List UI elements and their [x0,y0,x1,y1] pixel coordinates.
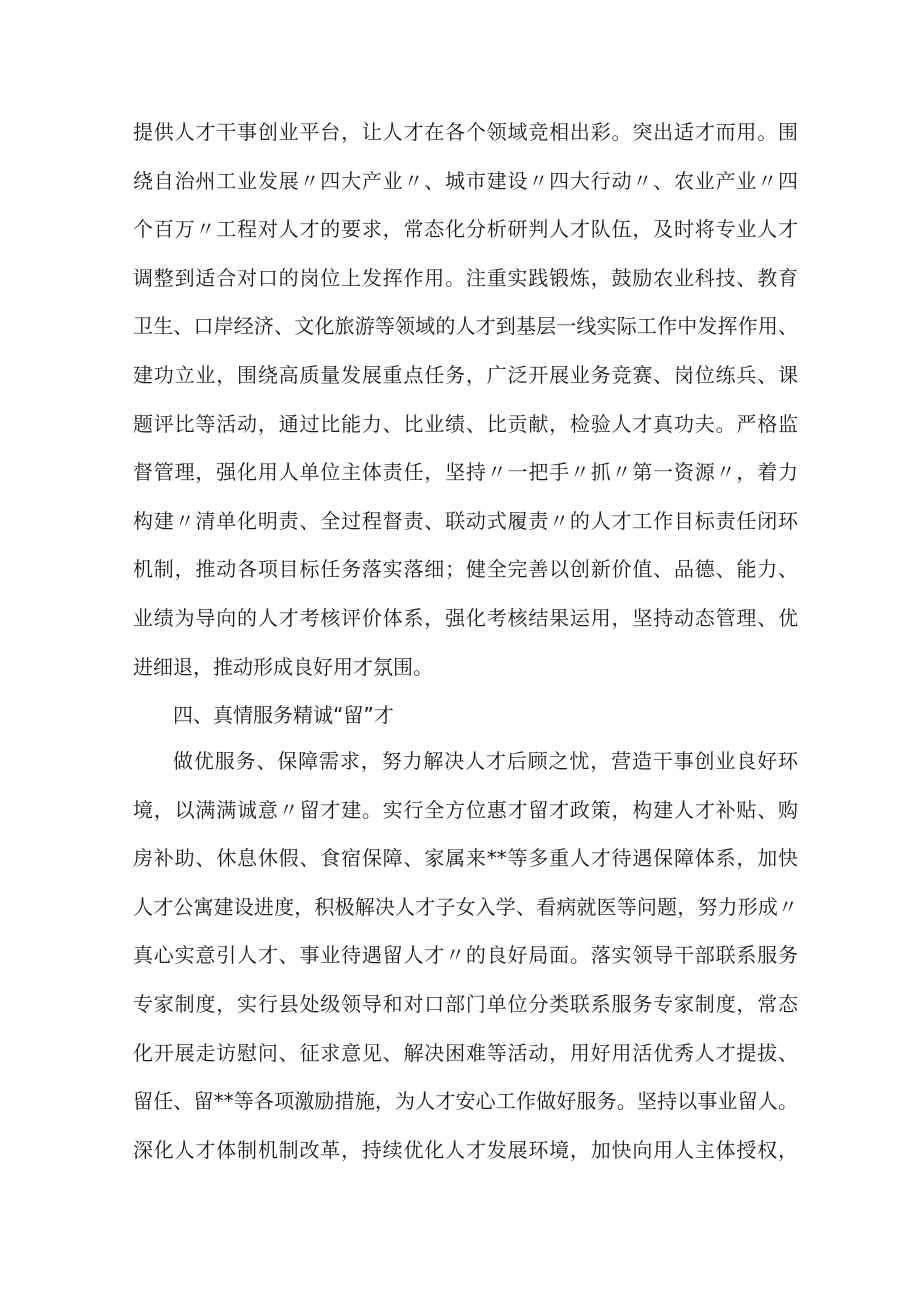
paragraph-line: 化开展走访慰问、征求意见、解决困难等活动，用好用活优秀人才提拔、 [133,1040,798,1065]
paragraph-talent-service [133,737,798,1174]
paragraph-line: 做优服务、保障需求，努力解决人才后顾之忧，营造干事创业良好环 [173,749,798,773]
paragraph-line: 专家制度，实行县处级领导和对口部门单位分类联系服务专家制度，常态 [133,991,798,1016]
paragraph-line: 机制，推动各项目标任务落实落细；健全完善以创新价值、品德、能力、 [133,557,798,582]
paragraph-talent-platform [133,108,798,691]
paragraph-line: 深化人才体制机制改革，持续优化人才发展环境，加快向用人主体授权， [133,1137,798,1162]
paragraph-line: 进细退，推动形成良好用才氛围。 [133,654,433,679]
paragraph-line: 提供人才干事创业平台，让人才在各个领域竞相出彩。突出适才而用。围 [133,120,798,144]
section-heading: 四、真情服务精诚“留”才 [173,703,394,727]
paragraph-line: 业绩为导向的人才考核评价体系，强化考核结果运用，坚持动态管理、优 [133,605,798,630]
paragraph-line: 构建〃清单化明责、全过程督责、联动式履责〃的人才工作目标责任闭环 [133,508,798,533]
paragraph-line: 题评比等活动，通过比能力、比业绩、比贡献，检验人才真功夫。严格监 [133,411,798,436]
paragraph-line: 境，以满满诚意〃留才建。实行全方位惠才留才政策，构建人才补贴、购 [133,797,798,822]
paragraph-line: 建功立业，围绕高质量发展重点任务，广泛开展业务竞赛、岗位练兵、课 [133,362,798,387]
paragraph-line: 真心实意引人才、事业待遇留人才〃的良好局面。落实领导干部联系服务 [133,943,798,968]
paragraph-line: 卫生、口岸经济、文化旅游等领域的人才到基层一线实际工作中发挥作用、 [133,314,798,339]
paragraph-line: 调整到适合对口的岗位上发挥作用。注重实践锻炼，鼓励农业科技、教育 [133,265,798,290]
paragraph-line: 房补助、休息休假、食宿保障、家属来**等多重人才待遇保障体系，加快 [133,846,798,871]
paragraph-line: 督管理，强化用人单位主体责任，坚持〃一把手〃抓〃第一资源〃，着力 [133,460,798,485]
paragraph-line: 个百万〃工程对人才的要求，常态化分析研判人才队伍，及时将专业人才 [133,217,798,242]
paragraph-line: 绕自治州工业发展〃四大产业〃、城市建设〃四大行动〃、农业产业〃四 [133,168,798,193]
paragraph-line: 留任、留**等各项激励措施，为人才安心工作做好服务。坚持以事业留人。 [133,1089,798,1114]
paragraph-line: 人才公寓建设进度，积极解决人才子女入学、看病就医等问题，努力形成〃 [133,894,798,919]
